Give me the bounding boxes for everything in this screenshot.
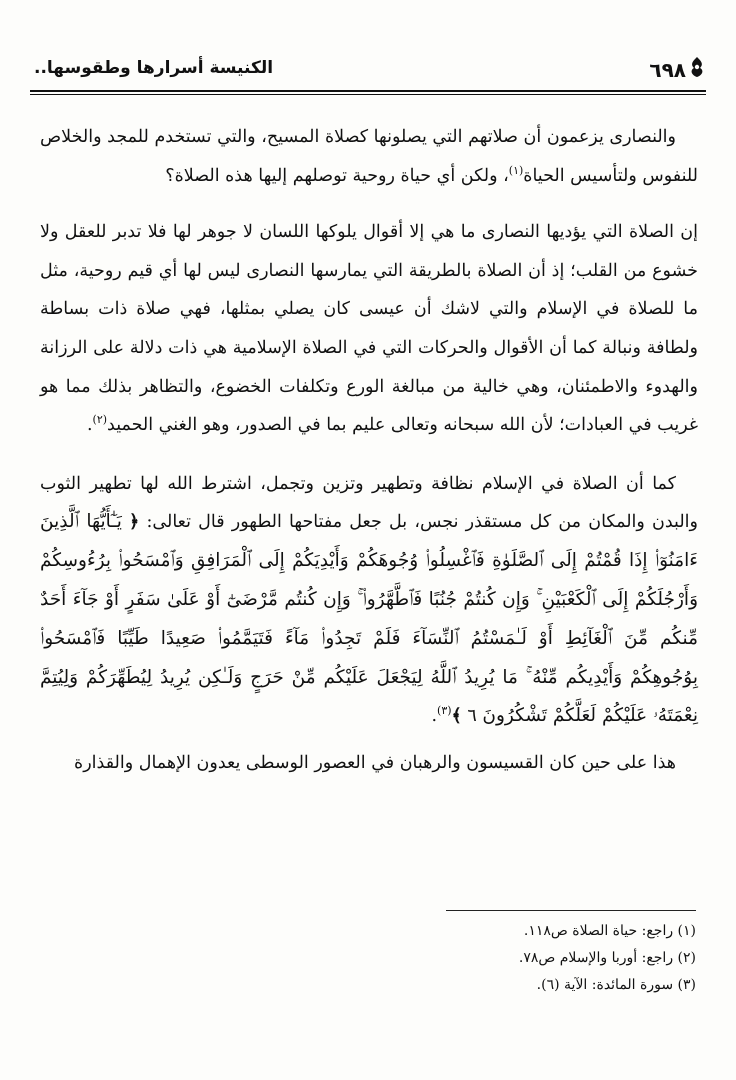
verse-number: ٦	[467, 706, 477, 727]
paragraph-2: إن الصلاة التي يؤديها النصارى ما هي إلا أقوال يلوكها اللسان لا جوهر لها فلا تدبر للعقل ولا خشوع من القلب؛ إذ أن الصلاة بالطريقة التي يمارسها النصارى ليس لها أي قيم روحية، مثل ما للصلاة في الإسلام والتي لاشك أن عيسى كان يصلي بمثلها، فهي صلاة ذات بساطة ولطافة ونبالة كما أن الأقوال والحركات التي في الصلاة الإسلامية هي ذات دلالة على الرزانة والهدوء والاطمئنان، وهي خالية من مبالغة الورع وتكلفات الخضوع، والتظاهر بذلك مما هو غريب في العبادات؛ لأن الله سبحانه وتعالى عليم بما في الصدور، وهو الغني الحميد$^{(٢)}$.	[40, 222, 698, 436]
footnote-ref-3: (٣)	[437, 704, 452, 718]
paragraph-1: والنصارى يزعمون أن صلاتهم التي يصلونها كصلاة المسيح، والتي تستخدم للمجد والخلاص للنفوس ولتأسيس الحياة$^{(١)}$، ولكن أي حياة روحية توصلهم إليها هذه الصلاة؟	[40, 127, 698, 186]
quran-open-brace: ﴿	[129, 512, 140, 533]
footnote-1: (١) راجع: حياة الصلاة ص١١٨.	[523, 923, 696, 939]
footnotes	[196, 918, 696, 999]
quran-verse: يَـٰٓأَيُّهَا ٱلَّذِينَ ءَامَنُوٓا۟ إِذَا قُمْتُمْ إِلَى ٱلصَّلَوٰةِ فَٱغْسِلُوا۟ وُجُوهَكُمْ وَأَيْدِيَكُمْ إِلَى ٱلْمَرَافِقِ وَٱمْسَحُوا۟ بِرُءُوسِكُمْ وَأَرْجُلَكُمْ إِلَى ٱلْكَعْبَيْنِ ۚ وَإِن كُنتُمْ جُنُبًا فَٱطَّهَّرُوا۟ ۚ وَإِن كُنتُم مَّرْضَىٰٓ أَوْ عَلَىٰ سَفَرٍ أَوْ جَآءَ أَحَدٌ مِّنكُم مِّنَ ٱلْغَآئِطِ أَوْ لَـٰمَسْتُمُ ٱلنِّسَآءَ فَلَمْ تَجِدُوا۟ مَآءً فَتَيَمَّمُوا۟ صَعِيدًا طَيِّبًا فَٱمْسَحُوا۟ بِوُجُوهِكُمْ وَأَيْدِيكُم مِّنْهُ ۚ مَا يُرِيدُ ٱللَّهُ لِيَجْعَلَ عَلَيْكُم مِّنْ حَرَجٍ وَلَـٰكِن يُرِيدُ لِيُطَهِّرَكُمْ وَلِيُتِمَّ نِعْمَتَهُۥ عَلَيْكُمْ لَعَلَّكُمْ تَشْكُرُونَ	[40, 511, 698, 727]
footnote-2: (٢) راجع: أوربا والإسلام ص٧٨.	[518, 950, 696, 966]
paragraph-3: كما أن الصلاة في الإسلام نظافة وتطهير وتزين وتجمل، اشترط الله لها تطهير الثوب والبدن والمكان من كل مستقذر نجس، بل جعل مفتاحها الطهور قال تعالى: ﴿ يَـٰٓأَيُّهَا ٱلَّذِينَ ءَامَنُوٓا۟ إِذَا قُمْتُمْ إِلَى ٱلصَّلَوٰةِ فَٱغْسِلُوا۟ وُجُوهَكُمْ وَأَيْدِيَكُمْ إِلَى ٱلْمَرَافِقِ وَٱمْسَحُوا۟ بِرُءُوسِكُمْ وَأَرْجُلَكُمْ إِلَى ٱلْكَعْبَيْنِ ۚ وَإِن كُنتُمْ جُنُبًا فَٱطَّهَّرُوا۟ ۚ وَإِن كُنتُم مَّرْضَىٰٓ أَوْ عَلَىٰ سَفَرٍ أَوْ جَآءَ أَحَدٌ مِّنكُم مِّنَ ٱلْغَآئِطِ أَوْ لَـٰمَسْتُمُ ٱلنِّسَآءَ فَلَمْ تَجِدُوا۟ مَآءً فَتَيَمَّمُوا۟ صَعِيدًا طَيِّبًا فَٱمْسَحُوا۟ بِوُجُوهِكُمْ وَأَيْدِيكُم مِّنْهُ ۚ مَا يُرِيدُ ٱللَّهُ لِيَجْعَلَ عَلَيْكُم مِّنْ حَرَجٍ وَلَـٰكِن يُرِيدُ لِيُطَهِّرَكُمْ وَلِيُتِمَّ نِعْمَتَهُۥ عَلَيْكُمْ لَعَلَّكُمْ تَشْكُرُونَ ٦ ﴾$^{(٣)}$.	[40, 473, 698, 727]
quran-close-brace: ﴾	[451, 706, 462, 727]
footnote-separator	[446, 910, 696, 911]
page-header	[30, 56, 706, 86]
footnote-3: (٣) سورة المائدة: الآية (٦).	[536, 977, 696, 993]
page-number: ٦٩٨	[649, 58, 686, 82]
body-text	[40, 118, 698, 783]
footnote-ref-2: (٢)	[92, 413, 108, 427]
footnote-ref-1: (١)	[508, 163, 524, 177]
paragraph-4: هذا على حين كان القسيسون والرهبان في العصور الوسطى يعدون الإهمال والقذارة	[74, 753, 676, 774]
header-rule	[30, 90, 706, 95]
running-title: الكنيسة أسرارها وطقوسها..	[34, 58, 274, 78]
page-ornament-icon	[688, 56, 706, 78]
